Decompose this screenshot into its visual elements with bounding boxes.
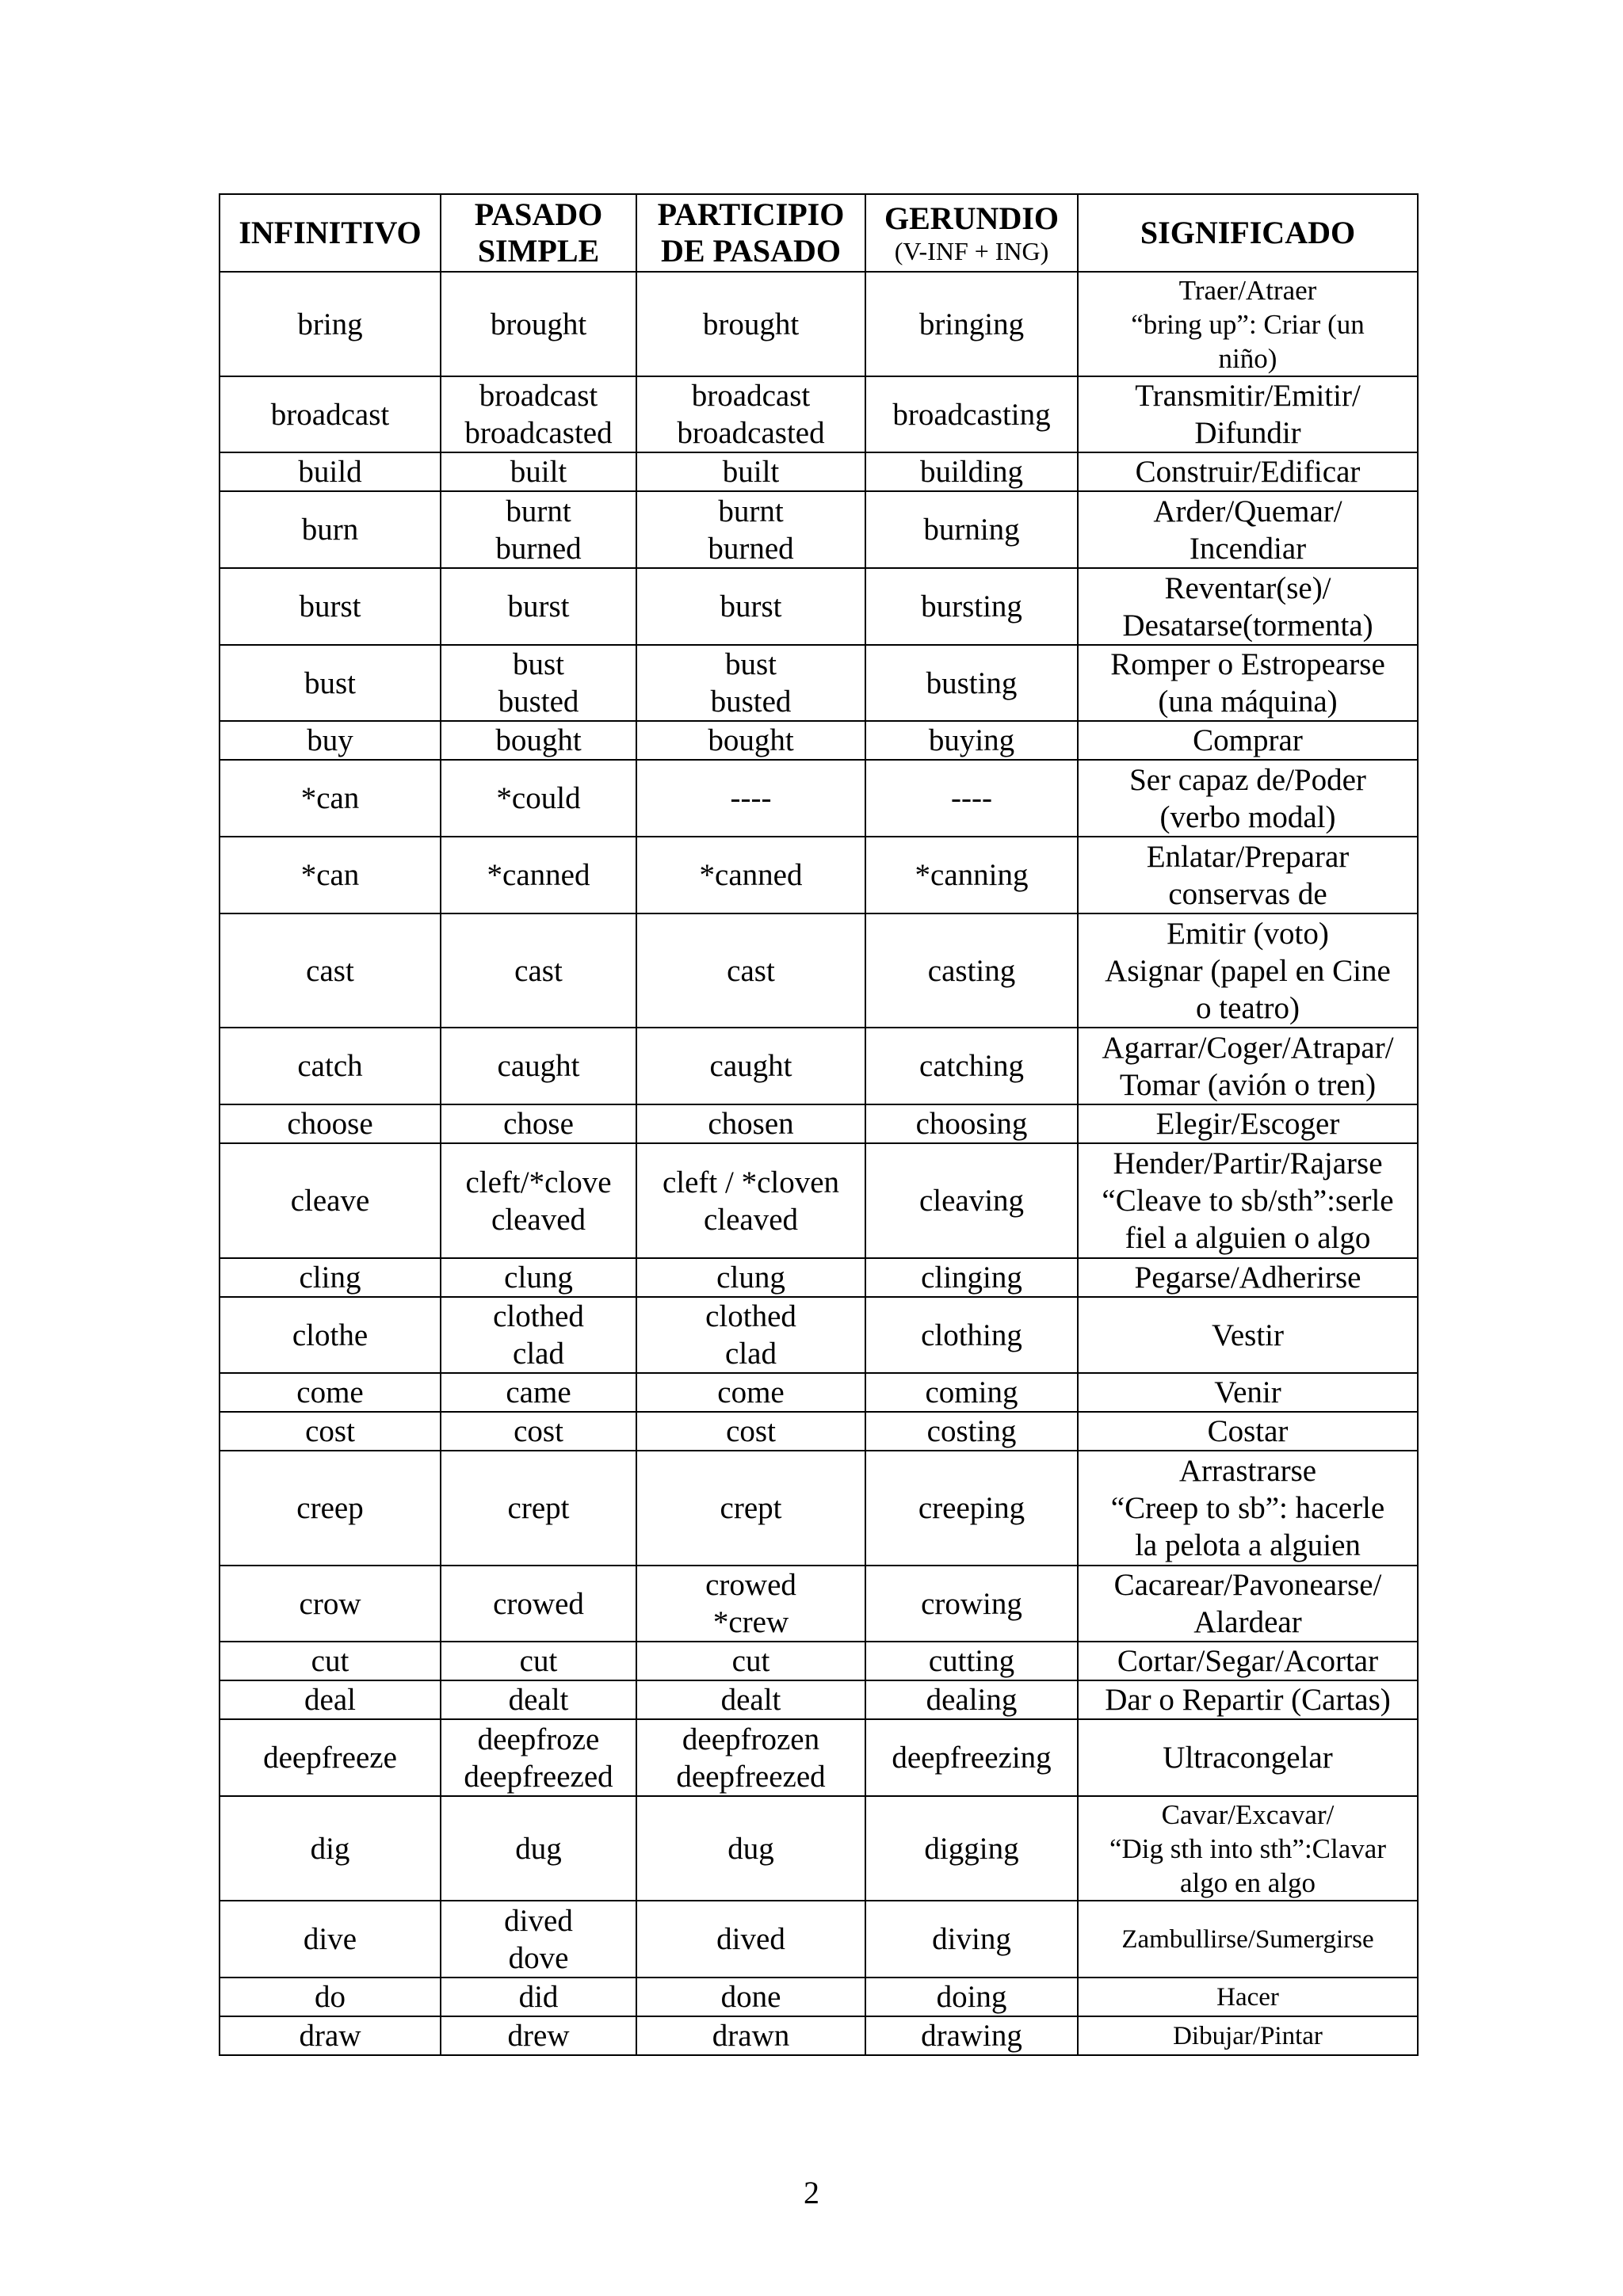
significado-cell: Enlatar/Preparar conservas de xyxy=(1078,837,1418,913)
participio-cell: dealt xyxy=(636,1680,865,1719)
gerundio-cell: busting xyxy=(865,645,1078,721)
significado-cell: Traer/Atraer “bring up”: Criar (un niño) xyxy=(1078,272,1418,376)
pasado-simple-cell: crowed xyxy=(441,1566,636,1642)
table-row xyxy=(220,1796,1418,1901)
infinitivo-cell: *can xyxy=(220,837,441,913)
gerundio-cell: doing xyxy=(865,1978,1078,2016)
table-row xyxy=(220,1412,1418,1451)
significado-cell: Ultracongelar xyxy=(1078,1719,1418,1796)
participio-cell: *canned xyxy=(636,837,865,913)
infinitivo-cell: creep xyxy=(220,1451,441,1566)
header-gerundio-sub: (V-INF + ING) xyxy=(894,237,1049,265)
significado-cell: Dar o Repartir (Cartas) xyxy=(1078,1680,1418,1719)
gerundio-cell: building xyxy=(865,452,1078,491)
pasado-simple-cell: broadcast broadcasted xyxy=(441,376,636,452)
infinitivo-cell: bring xyxy=(220,272,441,376)
infinitivo-cell: choose xyxy=(220,1104,441,1143)
significado-cell: Cavar/Excavar/ “Dig sth into sth”:Clavar algo en algo xyxy=(1078,1796,1418,1901)
table-header-row xyxy=(220,194,1418,272)
participio-cell: burst xyxy=(636,568,865,645)
participio-cell: clung xyxy=(636,1258,865,1297)
gerundio-cell: casting xyxy=(865,913,1078,1028)
significado-cell: Zambullirse/Sumergirse xyxy=(1078,1901,1418,1978)
infinitivo-cell: *can xyxy=(220,760,441,837)
pasado-simple-cell: clung xyxy=(441,1258,636,1297)
significado-cell: Arder/Quemar/ Incendiar xyxy=(1078,491,1418,568)
pasado-simple-cell: crept xyxy=(441,1451,636,1566)
pasado-simple-cell: bust busted xyxy=(441,645,636,721)
significado-cell: Hender/Partir/Rajarse “Cleave to sb/sth”:serle fiel a alguien o algo xyxy=(1078,1143,1418,1258)
infinitivo-cell: clothe xyxy=(220,1297,441,1373)
gerundio-cell: coming xyxy=(865,1373,1078,1412)
significado-cell: Venir xyxy=(1078,1373,1418,1412)
gerundio-cell: ---- xyxy=(865,760,1078,837)
participio-cell: dived xyxy=(636,1901,865,1978)
gerundio-cell: deepfreezing xyxy=(865,1719,1078,1796)
participio-cell: done xyxy=(636,1978,865,2016)
header-gerundio: GERUNDIO (V-INF + ING) xyxy=(865,194,1078,272)
significado-cell: Hacer xyxy=(1078,1978,1418,2016)
significado-cell: Agarrar/Coger/Atrapar/ Tomar (avión o tren) xyxy=(1078,1028,1418,1104)
table-row xyxy=(220,721,1418,760)
infinitivo-cell: come xyxy=(220,1373,441,1412)
participio-cell: crowed *crew xyxy=(636,1566,865,1642)
participio-cell: drawn xyxy=(636,2016,865,2055)
table-row xyxy=(220,1104,1418,1143)
gerundio-cell: choosing xyxy=(865,1104,1078,1143)
infinitivo-cell: burst xyxy=(220,568,441,645)
header-participio: PARTICIPIO DE PASADO xyxy=(636,194,865,272)
pasado-simple-cell: clothed clad xyxy=(441,1297,636,1373)
table-row xyxy=(220,568,1418,645)
significado-cell: Emitir (voto) Asignar (papel en Cine o teatro) xyxy=(1078,913,1418,1028)
significado-cell: Arrastrarse “Creep to sb”: hacerle la pelota a alguien xyxy=(1078,1451,1418,1566)
significado-cell: Comprar xyxy=(1078,721,1418,760)
verb-rows xyxy=(220,272,1418,2055)
table-row xyxy=(220,376,1418,452)
gerundio-cell: drawing xyxy=(865,2016,1078,2055)
significado-cell: Construir/Edificar xyxy=(1078,452,1418,491)
table-row xyxy=(220,1028,1418,1104)
gerundio-cell: digging xyxy=(865,1796,1078,1901)
gerundio-cell: cutting xyxy=(865,1642,1078,1680)
pasado-simple-cell: cut xyxy=(441,1642,636,1680)
gerundio-cell: clothing xyxy=(865,1297,1078,1373)
pasado-simple-cell: built xyxy=(441,452,636,491)
participio-cell: bust busted xyxy=(636,645,865,721)
gerundio-cell: crowing xyxy=(865,1566,1078,1642)
table-row xyxy=(220,837,1418,913)
infinitivo-cell: do xyxy=(220,1978,441,2016)
table-row xyxy=(220,1901,1418,1978)
table-row xyxy=(220,272,1418,376)
infinitivo-cell: cut xyxy=(220,1642,441,1680)
gerundio-cell: diving xyxy=(865,1901,1078,1978)
participio-cell: deepfrozen deepfreezed xyxy=(636,1719,865,1796)
infinitivo-cell: deepfreeze xyxy=(220,1719,441,1796)
infinitivo-cell: build xyxy=(220,452,441,491)
participio-cell: clothed clad xyxy=(636,1297,865,1373)
pasado-simple-cell: cast xyxy=(441,913,636,1028)
participio-cell: come xyxy=(636,1373,865,1412)
table-row xyxy=(220,1566,1418,1642)
table-row xyxy=(220,1978,1418,2016)
participio-cell: ---- xyxy=(636,760,865,837)
gerundio-cell: creeping xyxy=(865,1451,1078,1566)
table-row xyxy=(220,1373,1418,1412)
infinitivo-cell: crow xyxy=(220,1566,441,1642)
gerundio-cell: dealing xyxy=(865,1680,1078,1719)
gerundio-cell: bringing xyxy=(865,272,1078,376)
participio-cell: caught xyxy=(636,1028,865,1104)
participio-cell: crept xyxy=(636,1451,865,1566)
table-row xyxy=(220,1143,1418,1258)
infinitivo-cell: catch xyxy=(220,1028,441,1104)
pasado-simple-cell: cost xyxy=(441,1412,636,1451)
gerundio-cell: *canning xyxy=(865,837,1078,913)
participio-cell: cost xyxy=(636,1412,865,1451)
gerundio-cell: burning xyxy=(865,491,1078,568)
participio-cell: bought xyxy=(636,721,865,760)
significado-cell: Cacarear/Pavonearse/ Alardear xyxy=(1078,1566,1418,1642)
table-row xyxy=(220,1680,1418,1719)
pasado-simple-cell: dealt xyxy=(441,1680,636,1719)
participio-cell: burnt burned xyxy=(636,491,865,568)
pasado-simple-cell: cleft/*clove cleaved xyxy=(441,1143,636,1258)
pasado-simple-cell: caught xyxy=(441,1028,636,1104)
infinitivo-cell: deal xyxy=(220,1680,441,1719)
pasado-simple-cell: brought xyxy=(441,272,636,376)
pasado-simple-cell: chose xyxy=(441,1104,636,1143)
participio-cell: cast xyxy=(636,913,865,1028)
participio-cell: built xyxy=(636,452,865,491)
gerundio-cell: costing xyxy=(865,1412,1078,1451)
table-row xyxy=(220,645,1418,721)
participio-cell: cleft / *cloven cleaved xyxy=(636,1143,865,1258)
infinitivo-cell: cling xyxy=(220,1258,441,1297)
infinitivo-cell: cost xyxy=(220,1412,441,1451)
pasado-simple-cell: bought xyxy=(441,721,636,760)
significado-cell: Ser capaz de/Poder (verbo modal) xyxy=(1078,760,1418,837)
significado-cell: Cortar/Segar/Acortar xyxy=(1078,1642,1418,1680)
header-pasado-simple: PASADO SIMPLE xyxy=(441,194,636,272)
significado-cell: Pegarse/Adherirse xyxy=(1078,1258,1418,1297)
table-row xyxy=(220,1719,1418,1796)
significado-cell: Transmitir/Emitir/ Difundir xyxy=(1078,376,1418,452)
header-infinitivo: INFINITIVO xyxy=(220,194,441,272)
page-number: 2 xyxy=(804,2175,819,2210)
pasado-simple-cell: did xyxy=(441,1978,636,2016)
table-row xyxy=(220,913,1418,1028)
gerundio-cell: buying xyxy=(865,721,1078,760)
gerundio-cell: clinging xyxy=(865,1258,1078,1297)
verb-table xyxy=(219,193,1419,2056)
participio-cell: brought xyxy=(636,272,865,376)
infinitivo-cell: burn xyxy=(220,491,441,568)
pasado-simple-cell: dug xyxy=(441,1796,636,1901)
participio-cell: dug xyxy=(636,1796,865,1901)
gerundio-cell: catching xyxy=(865,1028,1078,1104)
table-row xyxy=(220,1451,1418,1566)
table-row xyxy=(220,491,1418,568)
table-row xyxy=(220,2016,1418,2055)
gerundio-cell: bursting xyxy=(865,568,1078,645)
gerundio-cell: broadcasting xyxy=(865,376,1078,452)
pasado-simple-cell: came xyxy=(441,1373,636,1412)
significado-cell: Dibujar/Pintar xyxy=(1078,2016,1418,2055)
pasado-simple-cell: deepfroze deepfreezed xyxy=(441,1719,636,1796)
infinitivo-cell: cleave xyxy=(220,1143,441,1258)
participio-cell: cut xyxy=(636,1642,865,1680)
table-row xyxy=(220,1258,1418,1297)
significado-cell: Elegir/Escoger xyxy=(1078,1104,1418,1143)
participio-cell: chosen xyxy=(636,1104,865,1143)
table-row xyxy=(220,452,1418,491)
significado-cell: Reventar(se)/ Desatarse(tormenta) xyxy=(1078,568,1418,645)
pasado-simple-cell: burnt burned xyxy=(441,491,636,568)
infinitivo-cell: dive xyxy=(220,1901,441,1978)
pasado-simple-cell: drew xyxy=(441,2016,636,2055)
table-row xyxy=(220,760,1418,837)
infinitivo-cell: buy xyxy=(220,721,441,760)
gerundio-cell: cleaving xyxy=(865,1143,1078,1258)
participio-cell: broadcast broadcasted xyxy=(636,376,865,452)
header-significado: SIGNIFICADO xyxy=(1078,194,1418,272)
pasado-simple-cell: *could xyxy=(441,760,636,837)
significado-cell: Vestir xyxy=(1078,1297,1418,1373)
table-row xyxy=(220,1297,1418,1373)
significado-cell: Romper o Estropearse (una máquina) xyxy=(1078,645,1418,721)
infinitivo-cell: dig xyxy=(220,1796,441,1901)
infinitivo-cell: draw xyxy=(220,2016,441,2055)
pasado-simple-cell: *canned xyxy=(441,837,636,913)
infinitivo-cell: broadcast xyxy=(220,376,441,452)
significado-cell: Costar xyxy=(1078,1412,1418,1451)
table-row xyxy=(220,1642,1418,1680)
pasado-simple-cell: dived dove xyxy=(441,1901,636,1978)
pasado-simple-cell: burst xyxy=(441,568,636,645)
infinitivo-cell: bust xyxy=(220,645,441,721)
infinitivo-cell: cast xyxy=(220,913,441,1028)
